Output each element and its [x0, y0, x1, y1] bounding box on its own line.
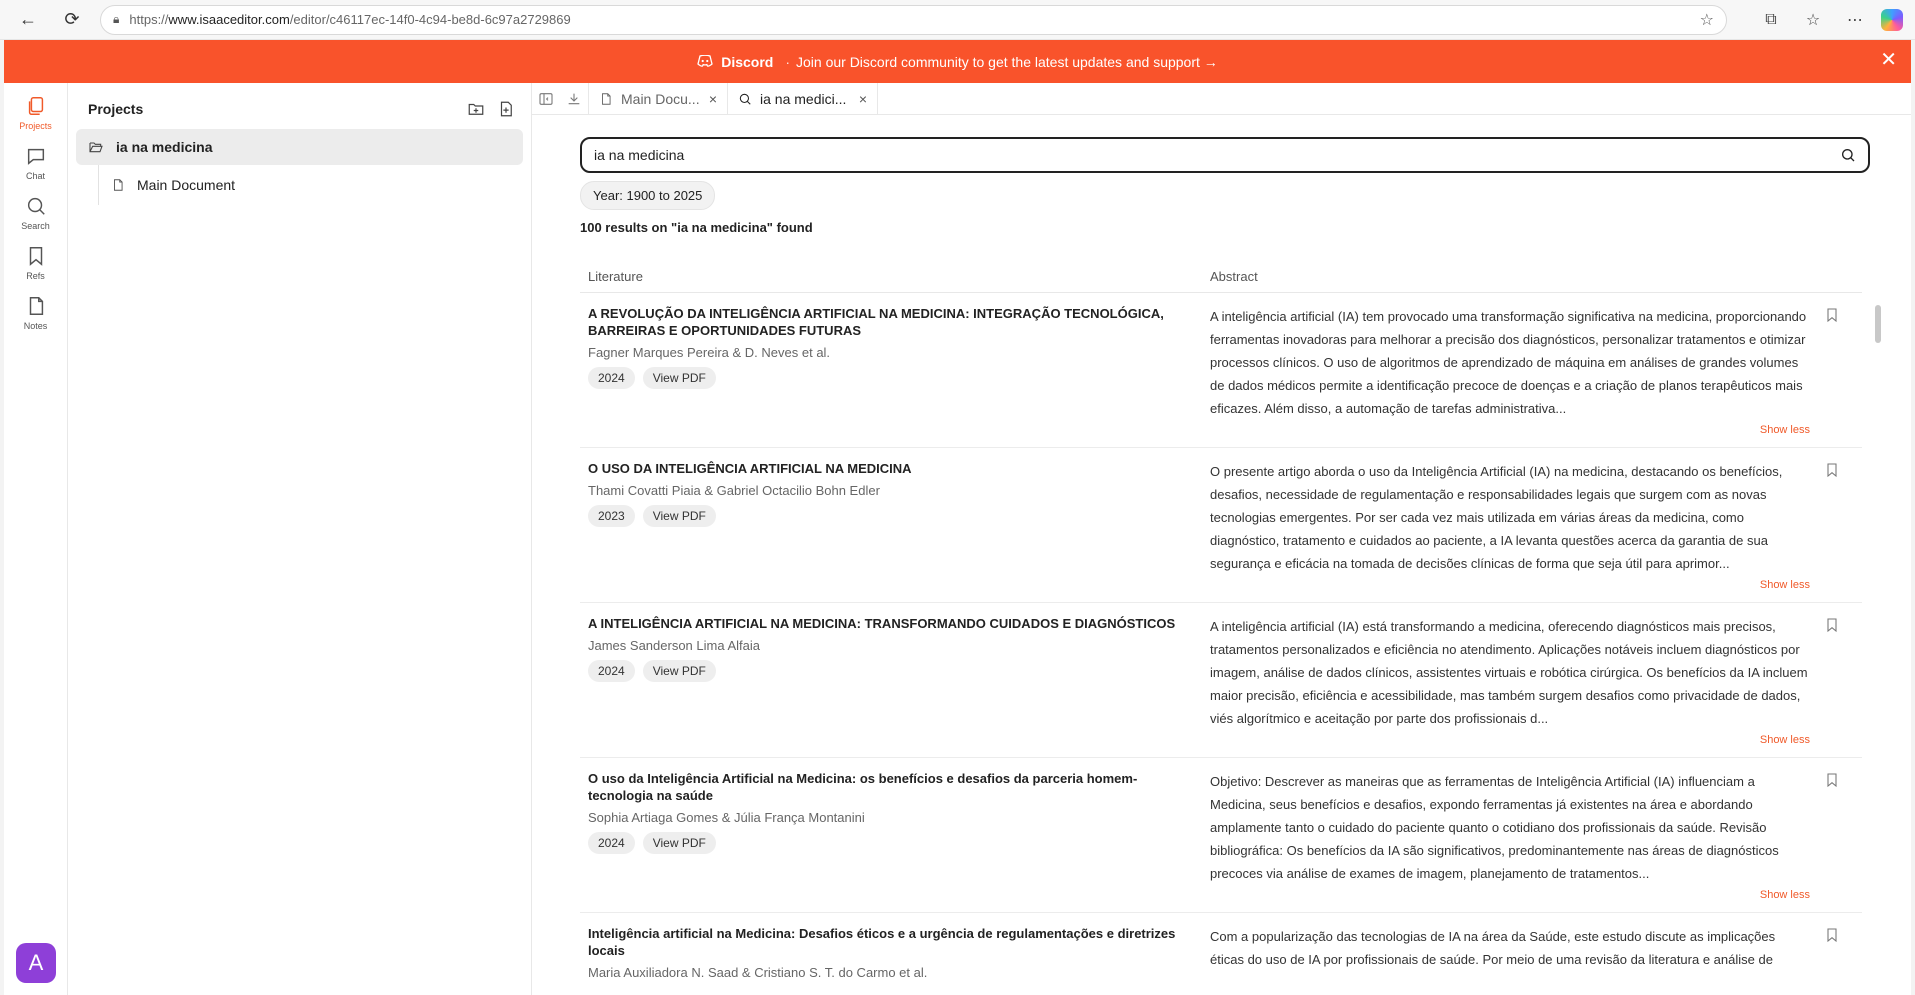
banner-link[interactable]: Join our Discord community to get the latest updates and support → [796, 53, 1218, 70]
favorites-icon[interactable]: ☆ [1805, 11, 1821, 29]
avatar[interactable]: A [16, 943, 56, 983]
projects-title: Projects [88, 101, 144, 117]
rail-projects[interactable] [8, 95, 64, 131]
paper-title[interactable]: O USO DA INTELIGÊNCIA ARTIFICIAL NA MEDICINA [588, 461, 912, 476]
view-pdf-button[interactable]: View PDF [643, 505, 716, 527]
paper-authors: Maria Auxiliadora N. Saad & Cristiano S. T. do Carmo et al. [588, 965, 928, 980]
rail-label: Search [21, 221, 50, 231]
paper-authors: Sophia Artiaga Gomes & Júlia França Montanini [588, 810, 865, 825]
banner-separator: · [785, 53, 790, 70]
new-file-icon[interactable] [497, 100, 515, 118]
year-badge: 2024 [588, 660, 635, 682]
year-badge: 2023 [588, 505, 635, 527]
projects-header [76, 97, 523, 121]
abstract-cell [1202, 770, 1862, 912]
rail-refs[interactable] [8, 245, 64, 281]
document-item[interactable] [98, 165, 523, 205]
table-row [580, 603, 1862, 758]
document-icon [599, 92, 613, 106]
tab-label: Main Docu... [621, 90, 700, 107]
tab-search[interactable] [728, 83, 878, 114]
year-filter-chip[interactable]: Year: 1900 to 2025 [580, 181, 715, 210]
paper-authors: Thami Covatti Piaia & Gabriel Octacilio Bohn Edler [588, 483, 880, 498]
abstract-cell [1202, 460, 1862, 602]
show-less-link[interactable]: Show less [1759, 579, 1810, 591]
projects-panel [68, 83, 532, 995]
extensions-icon[interactable]: ⧉ [1765, 10, 1777, 28]
site-info-icon[interactable]: 🔒︎ [113, 12, 120, 26]
project-folder-label: ia na medicina [116, 139, 213, 155]
show-less-link[interactable]: Show less [1759, 734, 1810, 746]
banner-title: Discord [721, 53, 774, 70]
url-text: https://www.isaaceditor.com/editor/c46117ec-14f0-4c94-be8d-6c97a2729869 [129, 12, 571, 27]
search-results-view [532, 115, 1911, 995]
search-icon [25, 195, 47, 217]
paper-title[interactable]: Inteligência artificial na Medicina: Desafios éticos e a urgência de regulamentações e diretrizes locais [588, 926, 1176, 958]
results-table-header [580, 261, 1862, 293]
table-row [580, 448, 1862, 603]
view-pdf-button[interactable]: View PDF [643, 367, 716, 389]
literature-cell [580, 305, 1202, 447]
paper-abstract: Objetivo: Descrever as maneiras que as ferramentas de Inteligência Artificial (IA) influenciam a Medicina, seus benefícios e desafios, expondo ferramentas já existentes na área e abordando amplamente tanto o cuidado do paciente quanto o cotidiano dos profissionais da saúde. Revisão bibliográfica: Os benefícios da IA são significativos, predominantemente nas áreas de diagnósticos precoces via análise de exames de imagem, planejamento de tratamentos... [1210, 774, 1779, 881]
paper-authors: Fagner Marques Pereira & D. Neves et al. [588, 345, 831, 360]
tab-bar [532, 83, 1911, 115]
bookmark-icon [25, 245, 47, 267]
show-less-link[interactable]: Show less [1759, 889, 1810, 901]
toggle-sidebar-icon[interactable] [532, 83, 560, 114]
paper-authors: James Sanderson Lima Alfaia [588, 638, 760, 653]
table-row [580, 293, 1862, 448]
main-area [532, 83, 1911, 995]
tab-close-icon[interactable]: × [858, 90, 867, 107]
paper-abstract: A inteligência artificial (IA) tem provocado uma transformação significativa na medicina, proporcionando ferramentas inovadoras para melhorar a precisão dos diagnósticos, personalizar tratamentos e otimizar processos clínicos. O uso de algoritmos de aprendizado de máquina em análises de grandes volumes de dados médicos permite a identificação precoce de doenças e a criação de planos terapêuticos mais eficazes. Além disso, a automação de tarefas administrativa... [1210, 309, 1807, 416]
bookmark-icon[interactable] [1824, 615, 1840, 635]
year-badge: 2024 [588, 367, 635, 389]
rail-label: Notes [23, 321, 48, 331]
literature-cell [580, 460, 1202, 602]
bookmark-icon[interactable] [1824, 460, 1840, 480]
folder-open-icon [88, 139, 104, 155]
new-folder-icon[interactable] [467, 100, 485, 118]
project-folder[interactable] [76, 129, 523, 165]
discord-banner [4, 40, 1911, 83]
view-pdf-button[interactable]: View PDF [643, 832, 716, 854]
rail-label: Chat [25, 171, 45, 181]
app-window [4, 83, 1911, 995]
bookmark-icon[interactable] [1824, 770, 1840, 790]
paper-title[interactable]: A INTELIGÊNCIA ARTIFICIAL NA MEDICINA: TRANSFORMANDO CUIDADOS E DIAGNÓSTICOS [588, 616, 1176, 631]
document-label: Main Document [137, 177, 236, 193]
rail-notes[interactable] [8, 295, 64, 331]
search-icon[interactable] [1840, 147, 1856, 163]
paper-abstract: O presente artigo aborda o uso da Inteligência Artificial (IA) na medicina, destacando os benefícios, desafios, necessidade de regulamentação e responsabilidades legais que surgem com as novas tecnologias emergentes. Por ser cada vez mais utilizada em várias áreas da medicina, como diagnóstico, tratamento e cuidados ao paciente, a IA levanta questões acerca da garantia de sua segurança e eficácia na tomada de decisões clínicas de forma que seja útil para aprimor... [1210, 464, 1783, 571]
table-row [580, 758, 1862, 913]
table-row [580, 913, 1862, 995]
results-scrollbar[interactable] [1875, 305, 1881, 343]
search-input[interactable] [580, 137, 1870, 173]
literature-cell [580, 615, 1202, 757]
tab-main-document[interactable] [588, 83, 728, 114]
paper-abstract: Com a popularização das tecnologias de IA na área da Saúde, este estudo discute as implicações éticas do uso de IA por profissionais de saúde. Por meio de uma revisão da literatura e análise de [1210, 929, 1776, 967]
tab-label: ia na medici... [760, 90, 847, 107]
literature-cell [580, 770, 1202, 912]
show-less-link[interactable]: Show less [1759, 424, 1810, 436]
rail-search[interactable] [8, 195, 64, 231]
more-menu-icon[interactable]: ⋯ [1847, 11, 1863, 29]
rail-label: Refs [26, 271, 45, 281]
abstract-cell [1202, 615, 1862, 757]
view-pdf-button[interactable]: View PDF [643, 660, 716, 682]
results-count: 100 results on "ia na medicina" found [580, 220, 813, 235]
abstract-cell [1202, 305, 1862, 447]
rail-label: Projects [19, 121, 52, 131]
column-abstract: Abstract [1210, 269, 1258, 284]
paper-title[interactable]: O uso da Inteligência Artificial na Medicina: os benefícios e desafios da parceria homem-tecnologia na saúde [588, 771, 1138, 803]
banner-close-icon[interactable]: ✕ [1880, 49, 1897, 71]
refresh-icon[interactable]: ⟳ [64, 9, 80, 29]
paper-title[interactable]: A REVOLUÇÃO DA INTELIGÊNCIA ARTIFICIAL NA MEDICINA: INTEGRAÇÃO TECNOLÓGICA, BARREIRAS E OPORTUNIDADES FUTURAS [588, 306, 1164, 338]
year-badge: 2024 [588, 832, 635, 854]
tab-close-icon[interactable]: × [708, 90, 717, 107]
results-list [580, 293, 1911, 995]
search-input-value: ia na medicina [594, 147, 685, 163]
bookmark-icon[interactable] [1824, 305, 1840, 325]
search-icon [738, 92, 752, 106]
document-icon [111, 178, 125, 192]
projects-icon [25, 95, 47, 117]
discord-icon [697, 54, 713, 70]
literature-cell [580, 925, 1202, 995]
bookmark-icon[interactable] [1824, 925, 1840, 945]
back-arrow-icon[interactable]: ← [19, 9, 37, 29]
favorite-star-icon[interactable]: ☆ [1699, 11, 1714, 29]
paper-abstract: A inteligência artificial (IA) está transformando a medicina, oferecendo diagnósticos mais precisos, tratamentos personalizados e eficiência no atendimento. Aplicações notáveis incluem diagnósticos por imagem, análise de dados clínicos, assistentes virtuais e robótica cirúrgica. Os benefícios da IA incluem maior precisão, eficiência e acessibilidade, mas também surgem desafios como privacidade de dados, viés algorítmico e aceitação por parte dos profissionais d... [1210, 619, 1808, 726]
rail-chat[interactable] [8, 145, 64, 181]
address-bar[interactable] [100, 5, 1727, 35]
download-icon[interactable] [560, 83, 588, 114]
nav-rail [4, 83, 68, 995]
browser-toolbar [0, 0, 1915, 40]
column-literature: Literature [588, 269, 643, 284]
abstract-cell [1202, 925, 1862, 995]
notes-icon [25, 295, 47, 317]
copilot-icon[interactable] [1881, 9, 1903, 31]
chat-icon [25, 145, 47, 167]
